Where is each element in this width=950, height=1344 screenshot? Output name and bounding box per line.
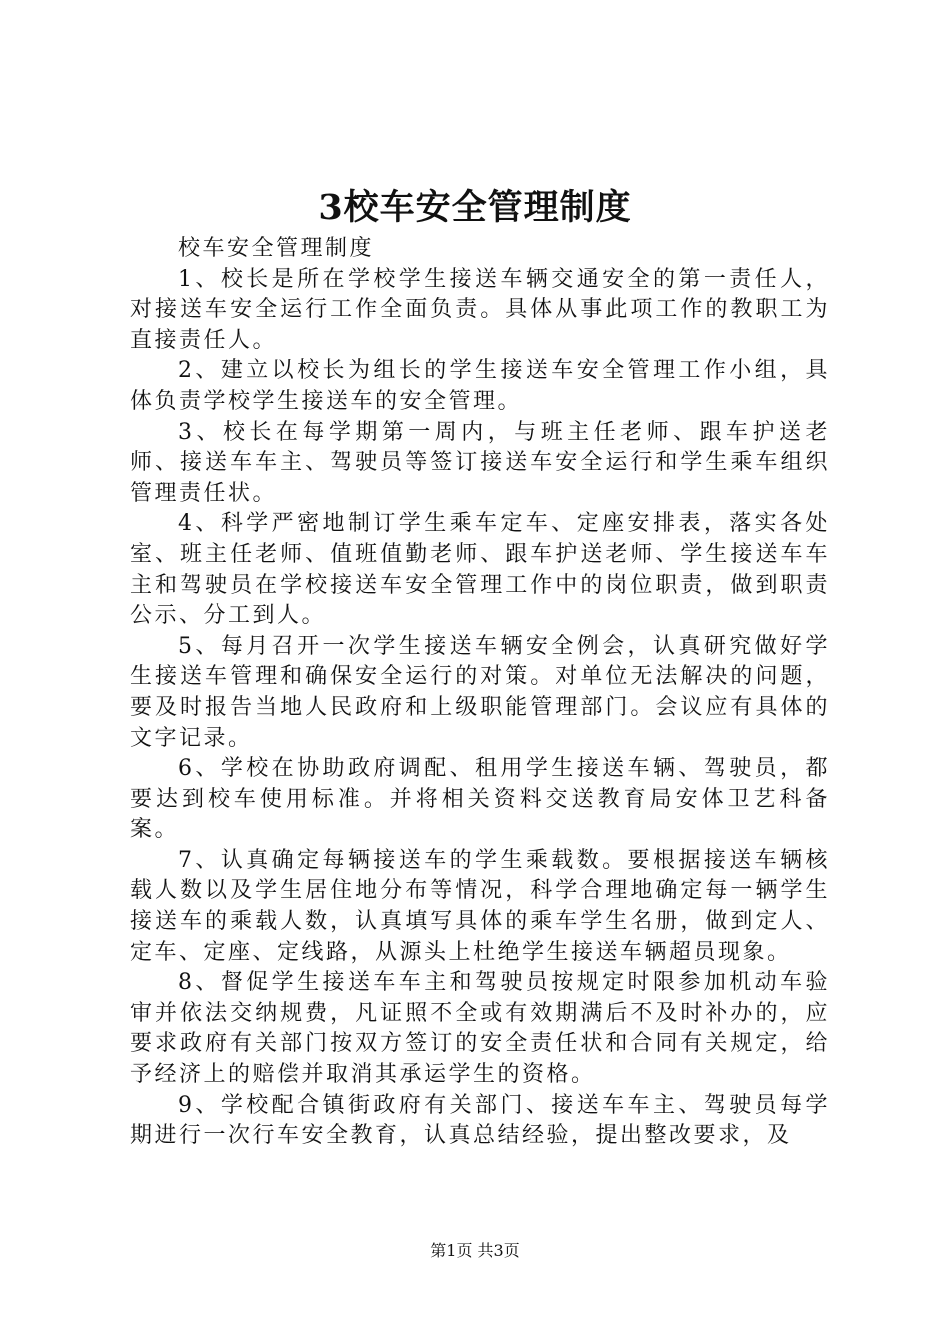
- document-body: [130, 234, 830, 1152]
- paragraph-4: 4、科学严密地制订学生乘车定车、定座安排表，落实各处室、班主任老师、值班值勤老师、跟车护送老师、学生接送车车主和驾驶员在学校接送车安全管理工作中的岗位职责，做到职责公示、分工到人。: [130, 511, 830, 629]
- document-subtitle: 校车安全管理制度: [178, 236, 375, 261]
- page-number-footer: 第1页 共3页: [430, 1241, 520, 1260]
- paragraph-3: 3、校长在每学期第一周内，与班主任老师、跟车护送老师、接送车车主、驾驶员等签订接送车安全运行和学生乘车组织管理责任状。: [130, 419, 830, 506]
- paragraph-6: 6、学校在协助政府调配、租用学生接送车辆、驾驶员，都要达到校车使用标准。并将相关资料交送教育局安体卫艺科备案。: [130, 756, 830, 843]
- paragraph-2: 2、建立以校长为组长的学生接送车安全管理工作小组，具体负责学校学生接送车的安全管理。: [130, 358, 830, 414]
- paragraph-7: 7、认真确定每辆接送车的学生乘载数。要根据接送车辆核载人数以及学生居住地分布等情况，科学合理地确定每一辆学生接送车的乘载人数，认真填写具体的乘车学生名册，做到定人、定车、定座、定线路，从源头上杜绝学生接送车辆超员现象。: [130, 847, 830, 965]
- paragraph-8: 8、督促学生接送车车主和驾驶员按规定时限参加机动车验审并依法交纳规费，凡证照不全或有效期满后不及时补办的，应要求政府有关部门按双方签订的安全责任状和合同有关规定，给予经济上的赔偿并取消其承运学生的资格。: [130, 970, 830, 1088]
- paragraph-9: 9、学校配合镇街政府有关部门、接送车车主、驾驶员每学期进行一次行车安全教育，认真总结经验，提出整改要求，及: [130, 1092, 830, 1149]
- paragraph-1: 1、校长是所在学校学生接送车辆交通安全的第一责任人，对接送车安全运行工作全面负责。具体从事此项工作的教职工为直接责任人。: [130, 266, 830, 353]
- document-title: 3校车安全管理制度: [318, 187, 632, 228]
- paragraph-5: 5、每月召开一次学生接送车辆安全例会，认真研究做好学生接送车管理和确保安全运行的对策。对单位无法解决的问题，要及时报告当地人民政府和上级职能管理部门。会议应有具体的文字记录。: [130, 633, 830, 751]
